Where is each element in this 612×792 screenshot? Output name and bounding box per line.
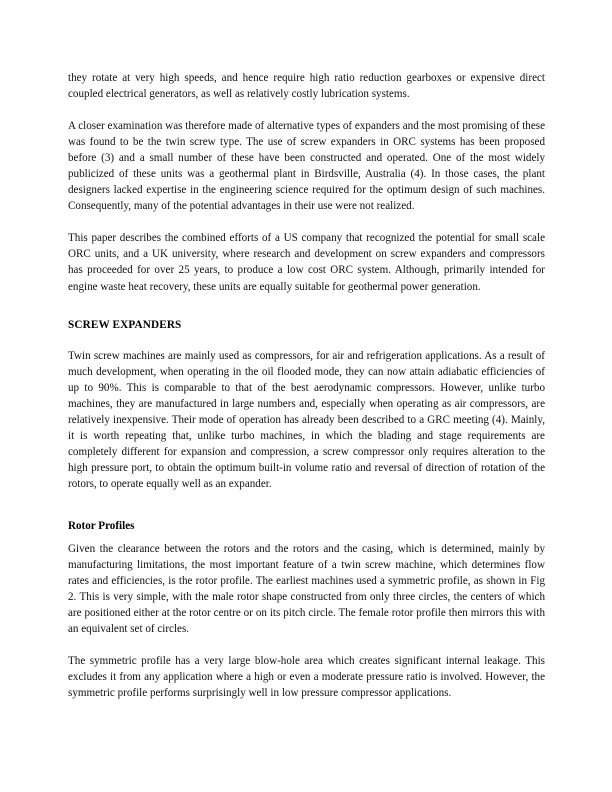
page-text-column: [68, 70, 545, 701]
heading-rotor-profiles: Rotor Profiles: [68, 519, 135, 532]
paragraph-closer-examination: A closer examination was therefore made of alternative types of expanders and the most promising of these was found to be the twin screw type. The use of screw expanders in ORC systems has been proposed before (3) and a small number of these have been constructed and operated. One of the most widely publicized of these units was a geothermal plant in Birdsville, Australia (4). In those cases, the plant designers lacked expertise in the engineering science required for the optimum design of such machines. Consequently, many of the potential advantages in their use were not realized.: [68, 120, 545, 213]
heading-screw-expanders: SCREW EXPANDERS: [68, 318, 182, 331]
paragraph-continuation-gearboxes: they rotate at very high speeds, and hence require high ratio reduction gearboxes or expensive direct coupled electrical generators, as well as relatively costly lubrication systems.: [68, 72, 545, 101]
paragraph-given-the-clearance: Given the clearance between the rotors and the rotors and the casing, which is determined, mainly by manufacturing limitations, the most important feature of a twin screw machine, which determines flow rates and efficiencies, is the rotor profile. The earliest machines used a symmetric profile, as shown in Fig 2. This is very simple, with the male rotor shape constructed from only three circles, the centers of which are positioned either at the rotor centre or on its pitch circle. The female rotor profile then mirrors this with an equivalent set of circles.: [68, 542, 545, 636]
paragraph-twin-screw-machines: Twin screw machines are mainly used as compressors, for air and refrigeration applications. As a result of much development, when operating in the oil flooded mode, they can now attain adiabatic efficiencies of up to 90%. This is comparable to that of the best aerodynamic compressors. However, unlike turbo machines, they are manufactured in large numbers and, especially when operating as air compressors, are relatively inexpensive. Their mode of operation has already been described to a GRC meeting (4). Mainly, it is worth repeating that, unlike turbo machines, in which the blading and stage requirements are completely different for expansion and compression, a screw compressor only requires alteration to the high pressure port, to obtain the optimum built-in volume ratio and reversal of direction of rotation of the rotors, to operate equally well as an expander.: [68, 349, 545, 490]
paragraph-symmetric-profile-blowhole: The symmetric profile has a very large blow-hole area which creates significant internal leakage. This excludes it from any application where a high or even a moderate pressure ratio is involved. However, the symmetric profile performs surprisingly well in low pressure compressor applications.: [68, 655, 545, 700]
spacer-before-sub-heading: [68, 508, 545, 519]
paragraph-this-paper-describes: This paper describes the combined efforts of a US company that recognized the potential for small scale ORC units, and a UK university, where research and development on screw expanders and compressors has proceeded for over 25 years, to produce a low cost ORC system. Although, primarily intended for engine waste heat recovery, these units are equally suitable for geothermal power generation.: [68, 232, 545, 293]
